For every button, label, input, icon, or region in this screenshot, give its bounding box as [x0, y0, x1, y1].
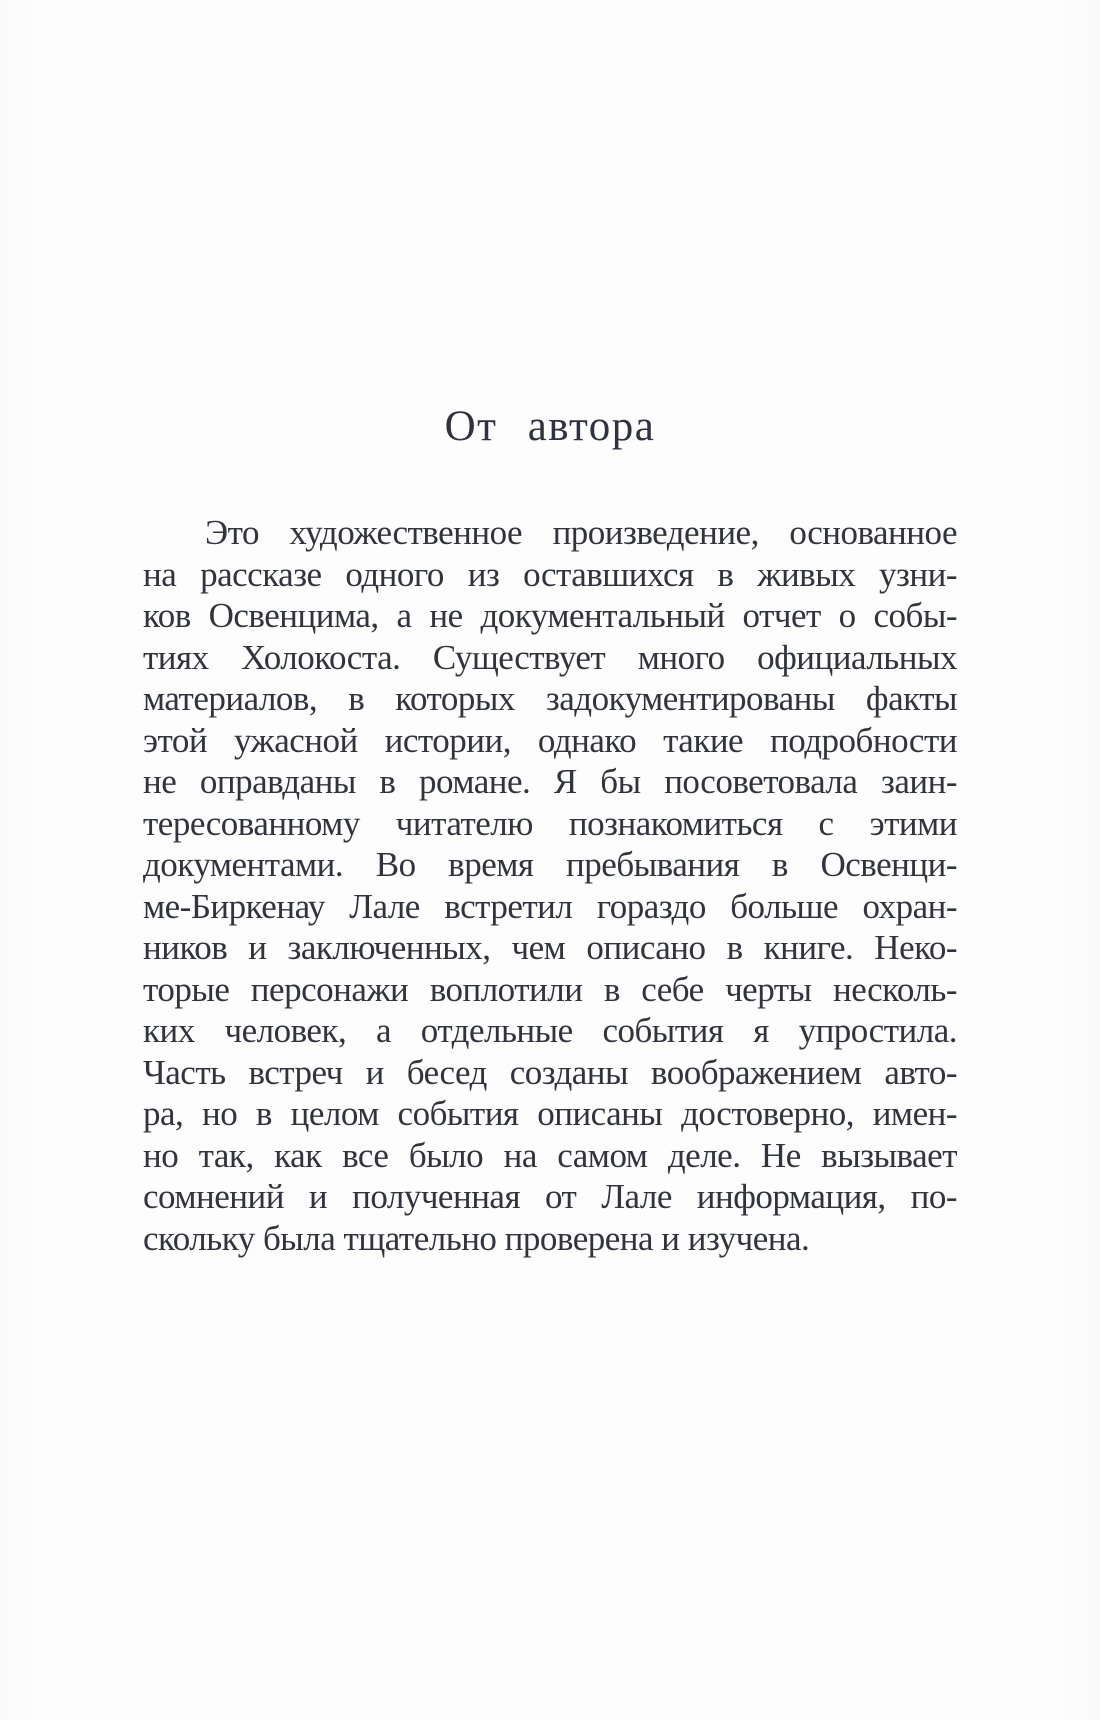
text-line: материалов, в которых задокументированы факты — [143, 679, 957, 718]
text-line: ников и заключенных, чем описано в книге. Неко- — [143, 928, 957, 967]
text-line: сомнений и полученная от Лале информация, по- — [143, 1177, 957, 1216]
text-line: ме-Биркенау Лале встретил гораздо больше охран- — [143, 886, 957, 926]
text-line: на рассказе одного из оставшихся в живых узни- — [143, 554, 957, 594]
text-line: Часть встреч и бесед созданы воображением авто- — [143, 1052, 957, 1092]
text-line: тересованному читателю познакомиться с этими — [143, 803, 957, 843]
text-line: торые персонажи воплотили в себе черты несколь- — [143, 969, 957, 1009]
paragraph — [143, 512, 957, 1259]
text-line: но так, как все было на самом деле. Не вызывает — [143, 1135, 957, 1175]
text-line: тиях Холокоста. Существует много официальных — [143, 637, 957, 677]
text-line: ков Освенцима, а не документальный отчет о собы- — [143, 596, 957, 635]
text-line: Это художественное произведение, основанное — [205, 513, 957, 552]
text-line: этой ужасной истории, однако такие подробности — [143, 720, 957, 760]
text-line: не оправданы в романе. Я бы посоветовала заин- — [143, 762, 957, 801]
text-line: ра, но в целом события описаны достоверно, имен- — [143, 1094, 957, 1133]
page-title: От автора — [444, 403, 656, 450]
text-line: скольку была тщательно проверена и изучена. — [143, 1218, 810, 1258]
text-line: ких человек, а отдельные события я упростила. — [143, 1011, 957, 1050]
text-line: документами. Во время пребывания в Освенци- — [143, 845, 957, 884]
